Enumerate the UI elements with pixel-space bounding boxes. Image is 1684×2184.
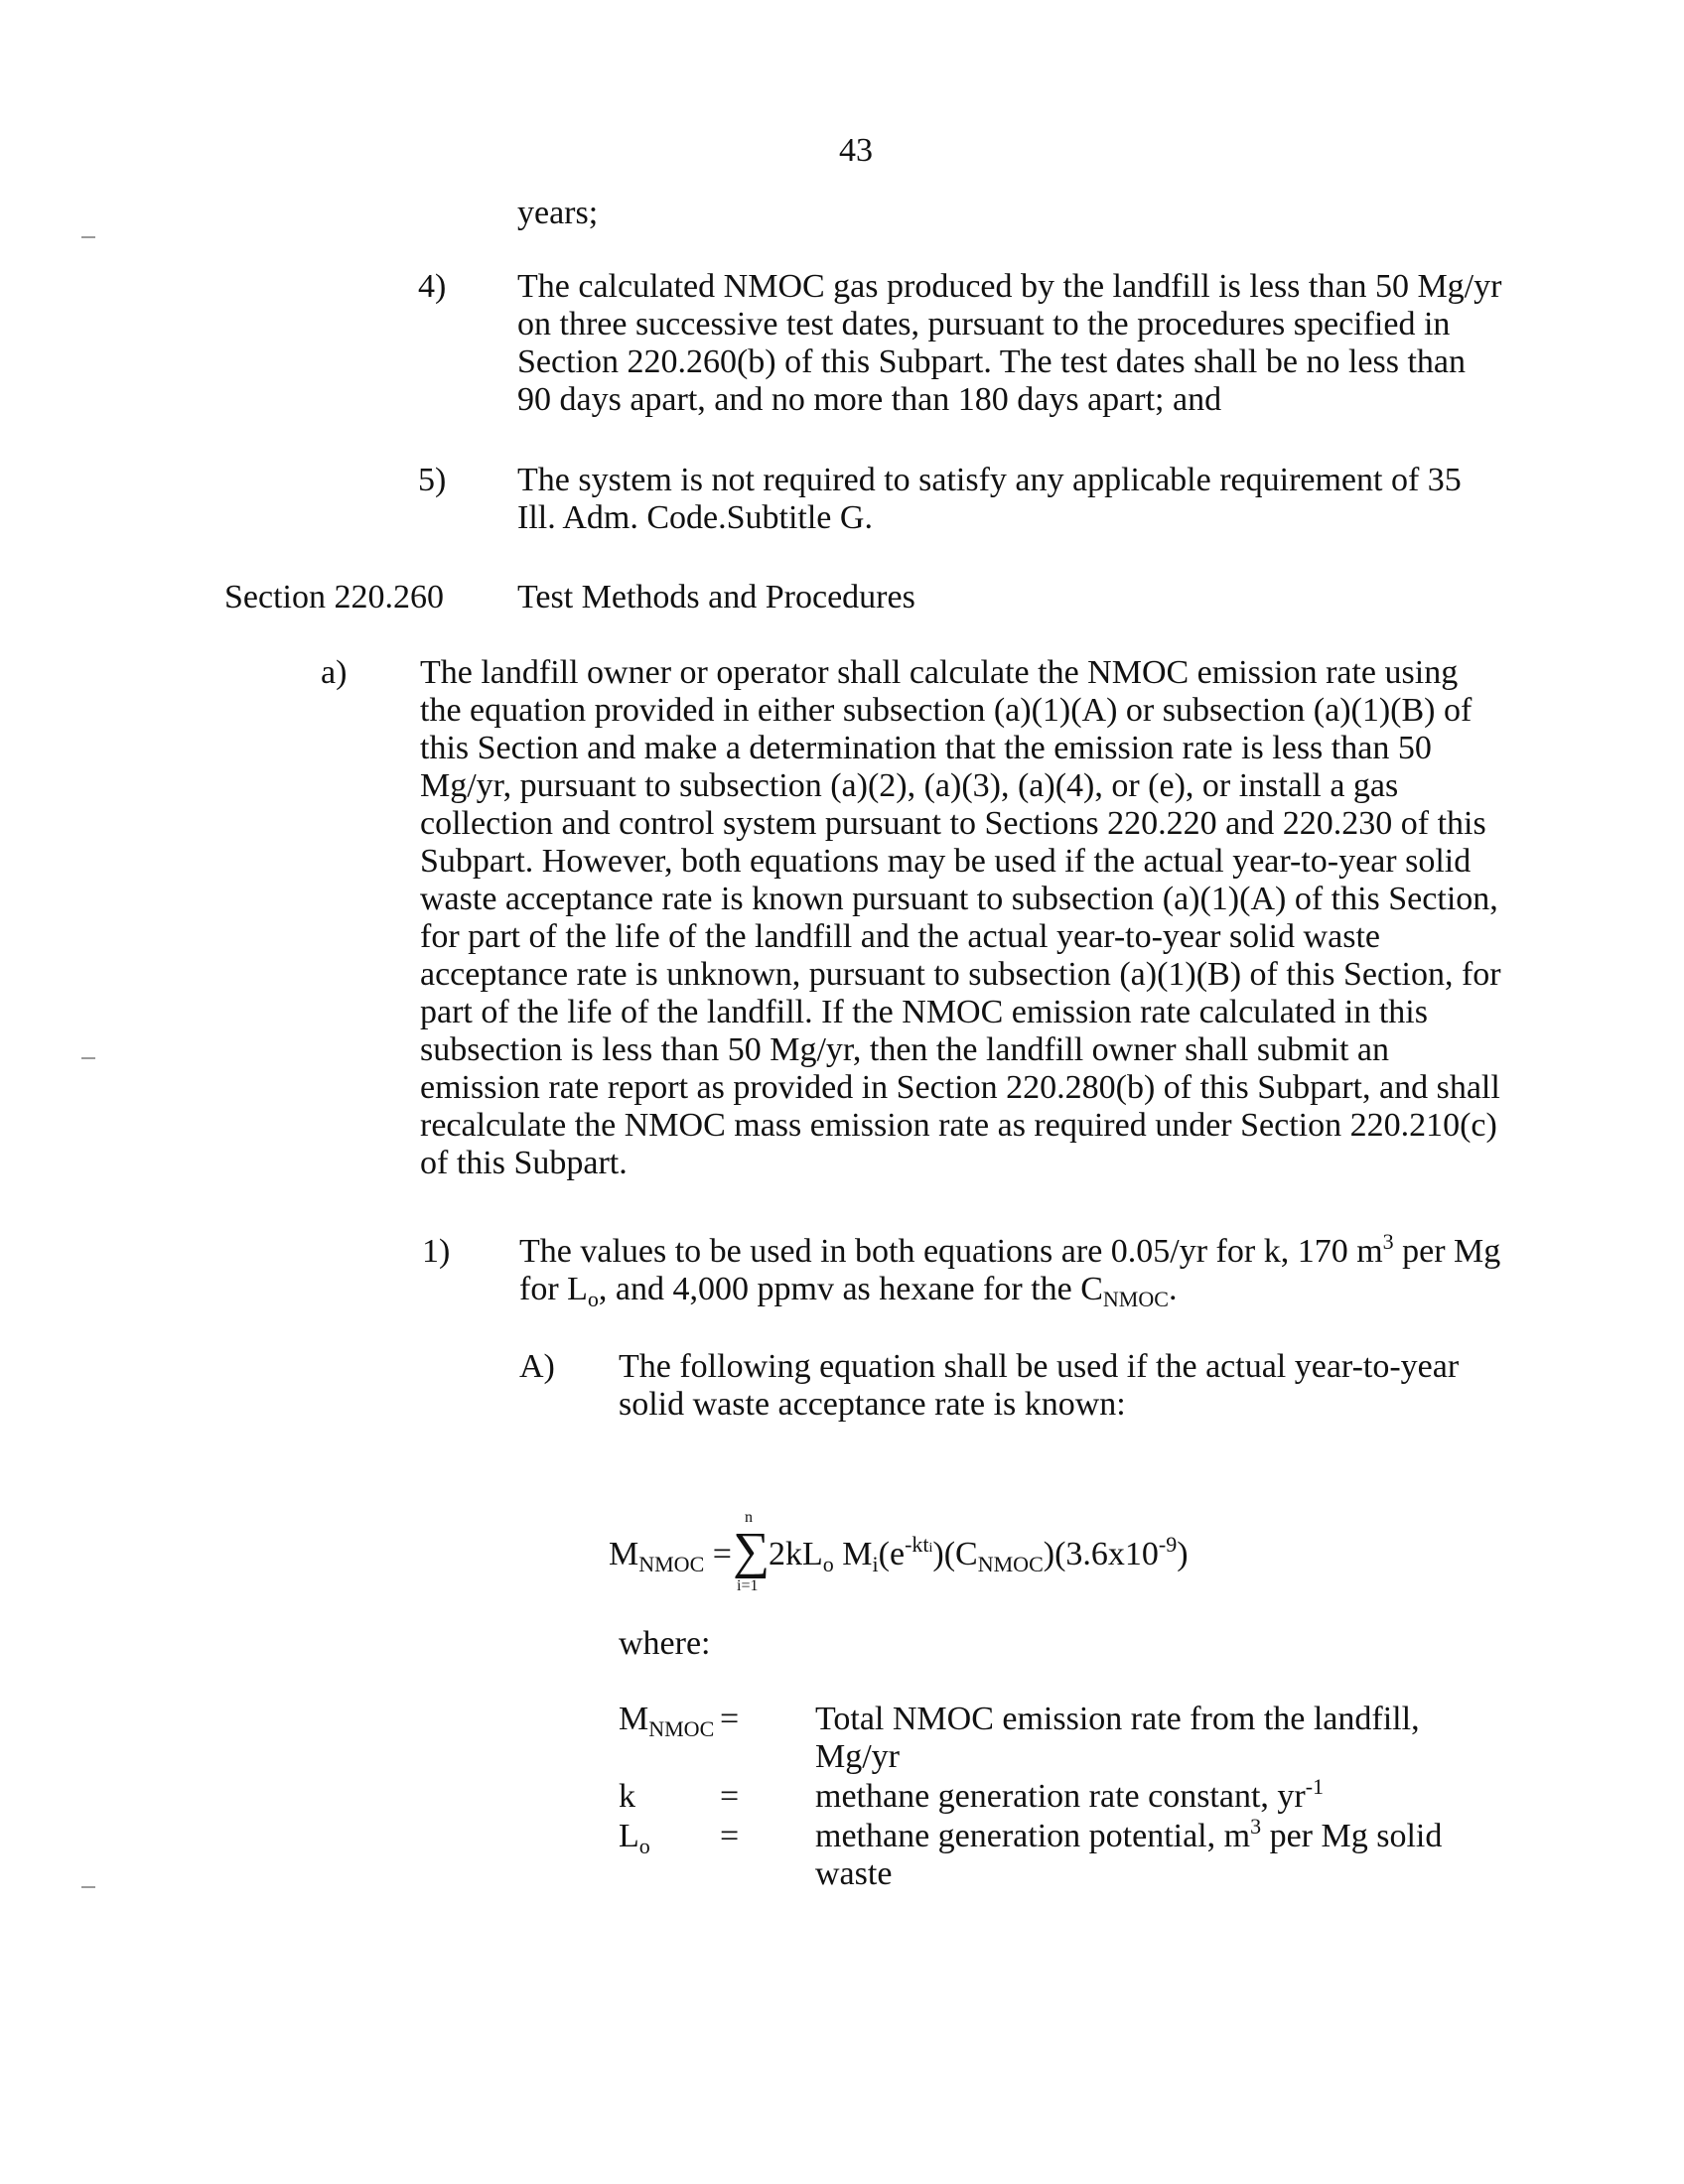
itemA-label: A) [519,1348,555,1385]
def-equals: = [720,1701,740,1737]
def-equals: = [720,1818,740,1854]
def-text-mnmoc: Total NMOC emission rate from the landfill, Mg/yr [815,1701,1420,1775]
scan-mark [81,236,95,238]
def-equals: = [720,1778,740,1815]
sum-lower-limit: i=1 [737,1577,759,1594]
sum-upper-limit: n [745,1509,753,1526]
item5-text: The system is not required to satisfy any applicable requirement of 35 Ill. Adm. Code.Subtitle G. [517,462,1462,536]
para-a-text: The landfill owner or operator shall calculate the NMOC emission rate using the equation provided in either subsection (a)(1)(A) or subsection (a)(1)(B) of this Section and make a determination that the emission rate is less than 50 Mg/yr, pursuant to subsection (a)(2), (a)(3), (a)(4), or (e), or install a gas collection and control system pursuant to Sections 220.220 and 220.230 of this Subpart. However, both equations may be used if the actual year-to-year solid waste acceptance rate is known pursuant to subsection (a)(1)(A) of this Section, for part of the life of the landfill and the actual year-to-year solid waste acceptance rate is unknown, pursuant to subsection (a)(1)(B) of this Section, for part of the life of the landfill. If the NMOC emission rate calculated in this subsection is less than 50 Mg/yr, then the landfill owner shall submit an emission rate report as provided in Section 220.280(b) of this Subpart, and shall recalculate the NMOC mass emission rate as required under Section 220.210(c) of this Subpart. [420,654,1501,1181]
section-number: Section 220.260 [224,579,444,615]
item3-continuation: years; [517,195,599,231]
section-title: Test Methods and Procedures [517,579,915,615]
item1-label: 1) [422,1233,451,1270]
scan-mark [81,1886,95,1888]
itemA-text: The following equation shall be used if the actual year-to-year solid waste acceptance rate is known: [619,1348,1460,1423]
item4-text: The calculated NMOC gas produced by the landfill is less than 50 Mg/yr on three successive test dates, pursuant to the procedures specified in Section 220.260(b) of this Subpart. The test dates shall be no less than 90 days apart, and no more than 180 days apart; and [517,268,1502,418]
para-a-label: a) [321,654,348,691]
summation-symbol: ∑ [733,1523,771,1579]
def-text-k: methane generation rate constant, $yr^{-1}$ [815,1774,1325,1815]
def-symbol-lo: $L_o$ [619,1818,650,1858]
item1-text: The values to be used in both equations are 0.05/yr for k, 170 $m^3$ per Mg for $L_o$, and 4,000 ppmv as hexane for the $C_{NMOC}$. [519,1229,1501,1311]
equation-rhs: $2kL_o$ $M_i(e^{-kti})(C_{NMOC})(3.6x10^{-9})$ [769,1532,1189,1576]
item4-label: 4) [418,268,447,305]
item5-label: 5) [418,462,447,498]
def-text-lo: methane generation potential, $m^3$ per Mg solid waste [815,1814,1443,1892]
where-label: where: [619,1625,711,1662]
equation-lhs: $M_{NMOC}$ = [609,1536,732,1576]
def-symbol-mnmoc: $M_{NMOC}$ [619,1701,715,1741]
scan-mark [81,1057,95,1059]
def-symbol-k: k [619,1778,635,1815]
page-number: 43 [839,132,873,169]
